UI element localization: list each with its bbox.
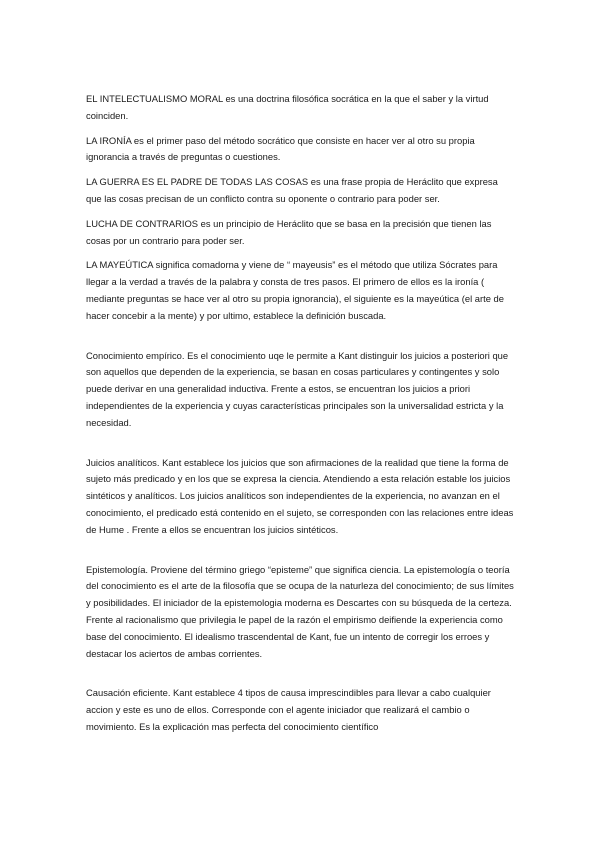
document-body bbox=[86, 91, 516, 736]
paragraph-mayeutica: LA MAYEÚTICA significa comadorna y viene de “ mayeusis” es el método que utiliza Sócrates para llegar a la verdad a través de la palabra y consta de tres pasos. El primero de ellos es la ironía ( mediante preguntas se hace ver al otro su propia ignorancia), el siguiente es la mayeútica (el arte de hacer concebir a la mente) y por ultimo, establece la definición buscada. bbox=[86, 259, 504, 321]
paragraph-intelectualismo-moral: EL INTELECTUALISMO MORAL es una doctrina filosófica socrática en la que el saber y la virtud coinciden. bbox=[86, 93, 489, 121]
paragraph-ironia: LA IRONÍA es el primer paso del método socrático que consiste en hacer ver al otro su propia ignorancia a través de preguntas o cuestiones. bbox=[86, 134, 475, 163]
paragraph-conocimiento-empirico: Conocimiento empírico. Es el conocimiento uqe le permite a Kant distinguir los juicios a posteriori que son aquellos que dependen de la experiencia, se basan en cosas particulares y contingentes y solo puede derivar en una generalidad inductiva. Frente a estos, se encuentran los juicios a priori independientes de la experiencia y cuyas características principales son la universalidad estricta y la necesidad. bbox=[86, 349, 509, 428]
paragraph-guerra: LA GUERRA ES EL PADRE DE TODAS LAS COSAS es una frase propia de Heráclito que expresa que las cosas precisan de un conflicto contra su oponente o contrario para poder ser. bbox=[86, 176, 498, 204]
paragraph-epistemologia: Epistemología. Proviene del término griego “episteme” que significa ciencia. La epistemología o teoría del conocimiento es el arte de la filosofía que se ocupa de la naturleza del conocimiento; de sus límites y posibilidades. El iniciador de la epistemologia moderna es Descartes con su búsqueda de la certeza. Frente al racionalismo que privilegia le papel de la razón el empirismo deifiende la experiencia como base del conocimiento. El idealismo trascendental de Kant, fue un intento de corregir los erroes y destacar los aciertos de ambas corrientes. bbox=[86, 563, 514, 659]
paragraph-lucha-contrarios: LUCHA DE CONTRARIOS es un principio de Heráclito que se basa en la precisión que tienen las cosas por un contrario para poder ser. bbox=[86, 217, 492, 246]
paragraph-causacion-eficiente: Causación eficiente. Kant establece 4 tipos de causa imprescindibles para llevar a cabo cualquier accion y este es uno de ellos. Corresponde con el agente iniciador que realizará el cambio o movimiento. Es la explicación mas perfecta del conocimiento científico bbox=[86, 687, 491, 732]
paragraph-juicios-analiticos: Juicios analíticos. Kant establece los juicios que son afirmaciones de la realidad que tiene la forma de sujeto más predicado y en los que se expresa la ciencia. Atendiendo a esta relación estable los juicios sintéticos y analíticos. Los juicios analíticos son independientes de la experiencia, no avanzan en el conocimiento, el predicado está contenido en el sujeto, se corresponden con las relaciones entre ideas de Hume . Frente a ellos se encuentran los juicios sintéticos. bbox=[86, 456, 514, 535]
